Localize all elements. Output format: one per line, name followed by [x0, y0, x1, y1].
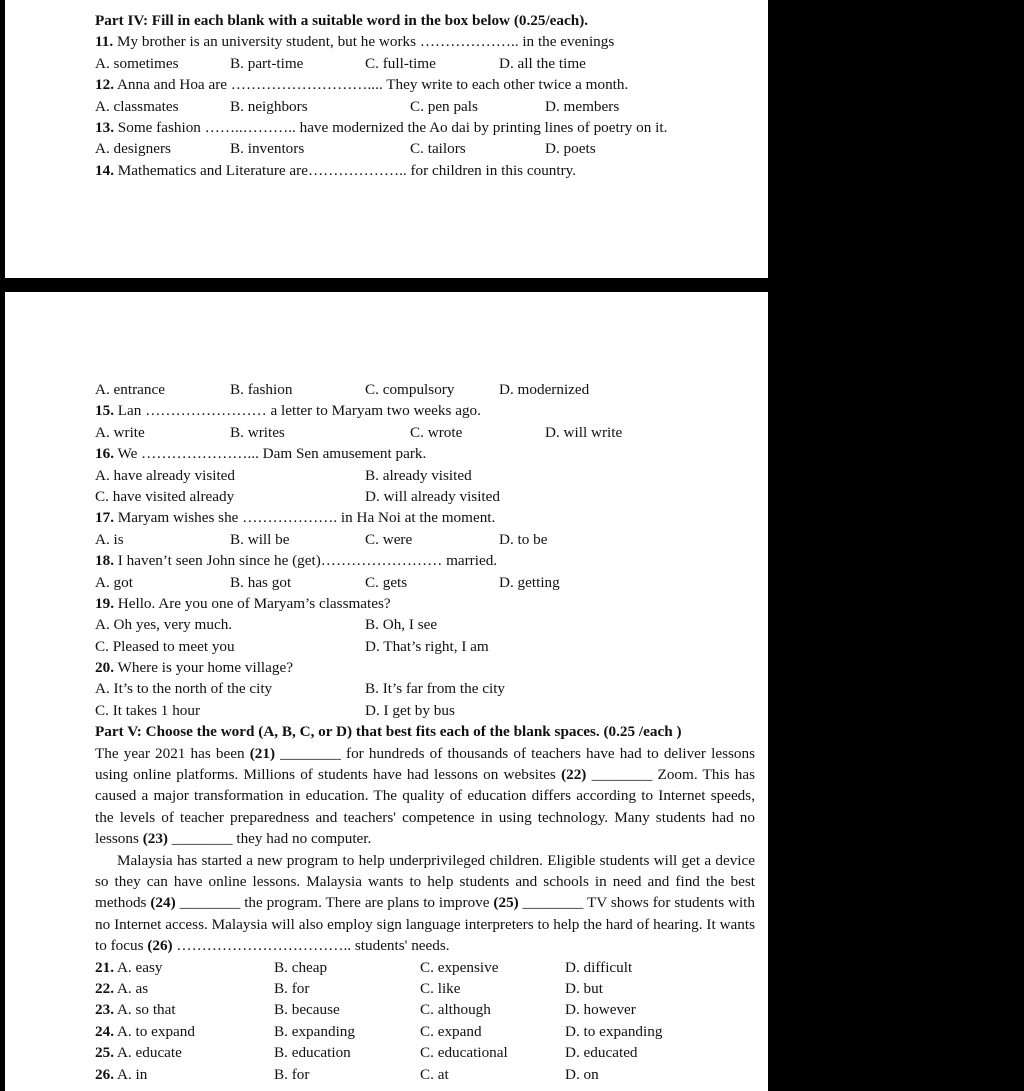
question-number: 22. — [95, 980, 114, 998]
passage-text: Malaysia has started a new program to help underprivileged children. Eligible students will get a device so they can have online lessons. Malaysia wants to help students and schools in need and find the best methods — [95, 851, 755, 912]
question-18-stem — [95, 550, 755, 571]
question-number: 16. — [95, 445, 114, 463]
question-number: 21. — [95, 958, 114, 976]
question-23-options — [95, 999, 755, 1020]
option-d: D. poets — [545, 140, 596, 158]
question-15-options — [95, 422, 755, 443]
question-22-options — [95, 978, 755, 999]
question-text: I haven’t seen John since he (get)…………………… married. — [117, 552, 498, 570]
question-number: 20. — [95, 659, 114, 677]
option-a: A. have already visited — [95, 466, 236, 484]
question-18-options — [95, 572, 755, 593]
option-a — [95, 1042, 182, 1063]
question-text: Anna and Hoa are ……………………….... They write to each other twice a month. — [116, 76, 629, 94]
option-c: C. tailors — [410, 140, 466, 158]
option-a — [95, 1021, 195, 1042]
question-text: We …………………... Dam Sen amusement park. — [117, 445, 427, 463]
option-a: A. designers — [95, 140, 171, 158]
reading-passage — [95, 743, 755, 957]
option-text: A. to expand — [116, 1022, 195, 1040]
option-d: D. will write — [545, 423, 623, 441]
option-a — [95, 999, 176, 1020]
question-20-options-row-2 — [95, 700, 755, 721]
question-number: 14. — [95, 161, 114, 179]
option-a: A. Oh yes, very much. — [95, 616, 233, 634]
option-c: C. were — [365, 530, 413, 548]
blank-24-number: (24) — [150, 894, 176, 912]
option-c: C. gets — [365, 573, 408, 591]
option-b: B. neighbors — [230, 97, 308, 115]
question-20-stem — [95, 657, 755, 678]
blank-26-number: (26) — [147, 937, 173, 955]
question-16-stem — [95, 443, 755, 464]
option-a: A. is — [95, 530, 124, 548]
passage-text: ________ the program. There are plans to improve — [175, 894, 494, 912]
option-c: C. at — [420, 1065, 449, 1083]
question-text: Where is your home village? — [117, 659, 293, 677]
question-13-options — [95, 138, 755, 159]
question-19-options-row-2 — [95, 636, 755, 657]
option-text: A. so that — [116, 1001, 176, 1019]
option-d: D. but — [565, 980, 603, 998]
blank-25-number: (25) — [493, 894, 519, 912]
question-number: 19. — [95, 594, 114, 612]
part-4-heading: Part IV: Fill in each blank with a suitable word in the box below (0.25/each). — [95, 12, 589, 29]
option-d: D. to expanding — [565, 1022, 663, 1040]
option-b: B. It’s far from the city — [365, 680, 506, 698]
passage-text: The year 2021 has been — [95, 744, 250, 762]
passage-text: ________ they had no computer. — [168, 830, 372, 848]
question-number: 15. — [95, 402, 114, 420]
question-number: 23. — [95, 1001, 114, 1019]
question-number: 26. — [95, 1065, 114, 1083]
option-b: B. cheap — [274, 958, 328, 976]
option-text: A. in — [116, 1065, 148, 1083]
option-b: B. has got — [230, 573, 292, 591]
passage-text: …………………………….. students' needs. — [172, 937, 450, 955]
option-text: A. as — [116, 980, 149, 998]
passage-text: ________ TV shows for students with no Internet access. Malaysia will also employ sign language interpreters to help the hard of hearing. It wants to focus — [95, 894, 755, 955]
option-b: B. for — [274, 980, 310, 998]
option-b: B. education — [274, 1044, 351, 1062]
option-c: C. full-time — [365, 54, 436, 72]
option-text: A. educate — [116, 1044, 182, 1062]
question-text: Mathematics and Literature are……………….. for children in this country. — [117, 161, 577, 179]
blank-21-number: (21) — [249, 744, 276, 762]
question-number: 11. — [95, 33, 114, 51]
question-12-stem — [95, 74, 755, 95]
question-11-stem — [95, 31, 755, 52]
option-c: C. wrote — [410, 423, 463, 441]
question-17-stem — [95, 507, 755, 528]
page-1-content — [95, 10, 755, 181]
option-c: C. expand — [420, 1022, 482, 1040]
option-c: C. Pleased to meet you — [95, 637, 235, 655]
option-c: C. like — [420, 980, 461, 998]
question-20-options-row-1 — [95, 678, 755, 699]
passage-paragraph-1 — [95, 743, 755, 850]
option-c: C. have visited already — [95, 487, 235, 505]
option-b: B. part-time — [230, 54, 304, 72]
question-12-options — [95, 96, 755, 117]
question-14-options — [95, 379, 755, 400]
question-17-options — [95, 529, 755, 550]
page-2-content — [95, 379, 755, 1085]
option-d: D. I get by bus — [365, 701, 455, 719]
passage-paragraph-2 — [95, 850, 755, 957]
question-19-options-row-1 — [95, 614, 755, 635]
question-number: 13. — [95, 118, 114, 136]
page-1-sheet — [5, 0, 768, 278]
option-d: D. That’s right, I am — [365, 637, 489, 655]
question-13-stem — [95, 117, 755, 138]
option-b: B. will be — [230, 530, 290, 548]
option-b: B. because — [274, 1001, 340, 1019]
question-text: Maryam wishes she ………………. in Ha Noi at the moment. — [117, 509, 496, 527]
question-24-options — [95, 1021, 755, 1042]
option-d: D. however — [565, 1001, 636, 1019]
question-number: 12. — [95, 76, 114, 94]
question-19-stem — [95, 593, 755, 614]
option-b: B. expanding — [274, 1022, 355, 1040]
question-text: Some fashion ……..……….. have modernized the Ao dai by printing lines of poetry on it. — [117, 118, 668, 136]
option-a: A. write — [95, 423, 145, 441]
option-d: D. modernized — [499, 381, 590, 398]
question-16-options-row-1 — [95, 465, 755, 486]
option-c: C. expensive — [420, 958, 499, 976]
question-text: Hello. Are you one of Maryam’s classmates? — [117, 594, 391, 612]
question-text: Lan …………………… a letter to Maryam two weeks ago. — [117, 402, 481, 420]
option-d: D. educated — [565, 1044, 638, 1062]
option-c: C. It takes 1 hour — [95, 701, 201, 719]
option-d: D. members — [545, 97, 620, 115]
option-b: B. for — [274, 1065, 310, 1083]
question-number: 24. — [95, 1022, 114, 1040]
blank-22-number: (22) — [561, 766, 587, 784]
option-a: A. got — [95, 573, 133, 591]
option-a — [95, 978, 148, 999]
question-25-options — [95, 1042, 755, 1063]
question-11-options — [95, 53, 755, 74]
blank-23-number: (23) — [142, 830, 168, 848]
option-b: B. fashion — [230, 381, 293, 398]
option-a: A. sometimes — [95, 54, 179, 72]
option-d: D. difficult — [565, 958, 633, 976]
question-21-options — [95, 957, 755, 978]
option-a: A. entrance — [95, 381, 165, 398]
question-number: 18. — [95, 552, 114, 570]
option-c: C. although — [420, 1001, 491, 1019]
question-14-stem — [95, 160, 755, 181]
passage-text: ________ Zoom. This has caused a major transformation in education. The quality of education differs according to Internet speeds, the levels of teacher preparedness and teachers' competence in using technology. Many students had no lessons — [95, 766, 756, 848]
passage-text: ________ for hundreds of thousands of teachers have had to deliver lessons using online platforms. Millions of students have had lessons on websites — [95, 744, 755, 784]
option-text: A. easy — [116, 958, 163, 976]
page-2-sheet — [5, 292, 768, 1091]
question-16-options-row-2 — [95, 486, 755, 507]
option-d: D. to be — [499, 530, 548, 548]
question-text: My brother is an university student, but he works ……………….. in the evenings — [116, 33, 615, 51]
option-a — [95, 1064, 147, 1085]
option-c: C. pen pals — [410, 97, 478, 115]
option-a — [95, 957, 163, 978]
option-d: D. getting — [499, 573, 560, 591]
option-a: A. classmates — [95, 97, 179, 115]
option-b: B. already visited — [365, 466, 472, 484]
question-number: 17. — [95, 509, 114, 527]
question-26-options — [95, 1064, 755, 1085]
question-15-stem — [95, 400, 755, 421]
option-d: D. all the time — [499, 54, 586, 72]
option-d: D. on — [565, 1065, 599, 1083]
option-b: B. inventors — [230, 140, 305, 158]
option-a: A. It’s to the north of the city — [95, 680, 273, 698]
question-number: 25. — [95, 1044, 114, 1062]
option-b: B. Oh, I see — [365, 616, 438, 634]
option-d: D. will already visited — [365, 487, 500, 505]
option-c: C. educational — [420, 1044, 508, 1062]
option-b: B. writes — [230, 423, 285, 441]
part-5-heading: Part V: Choose the word (A, B, C, or D) that best fits each of the blank spaces. (0.25 /each ) — [95, 723, 682, 741]
option-c: C. compulsory — [365, 381, 455, 398]
dark-background-strip — [770, 0, 1024, 1091]
